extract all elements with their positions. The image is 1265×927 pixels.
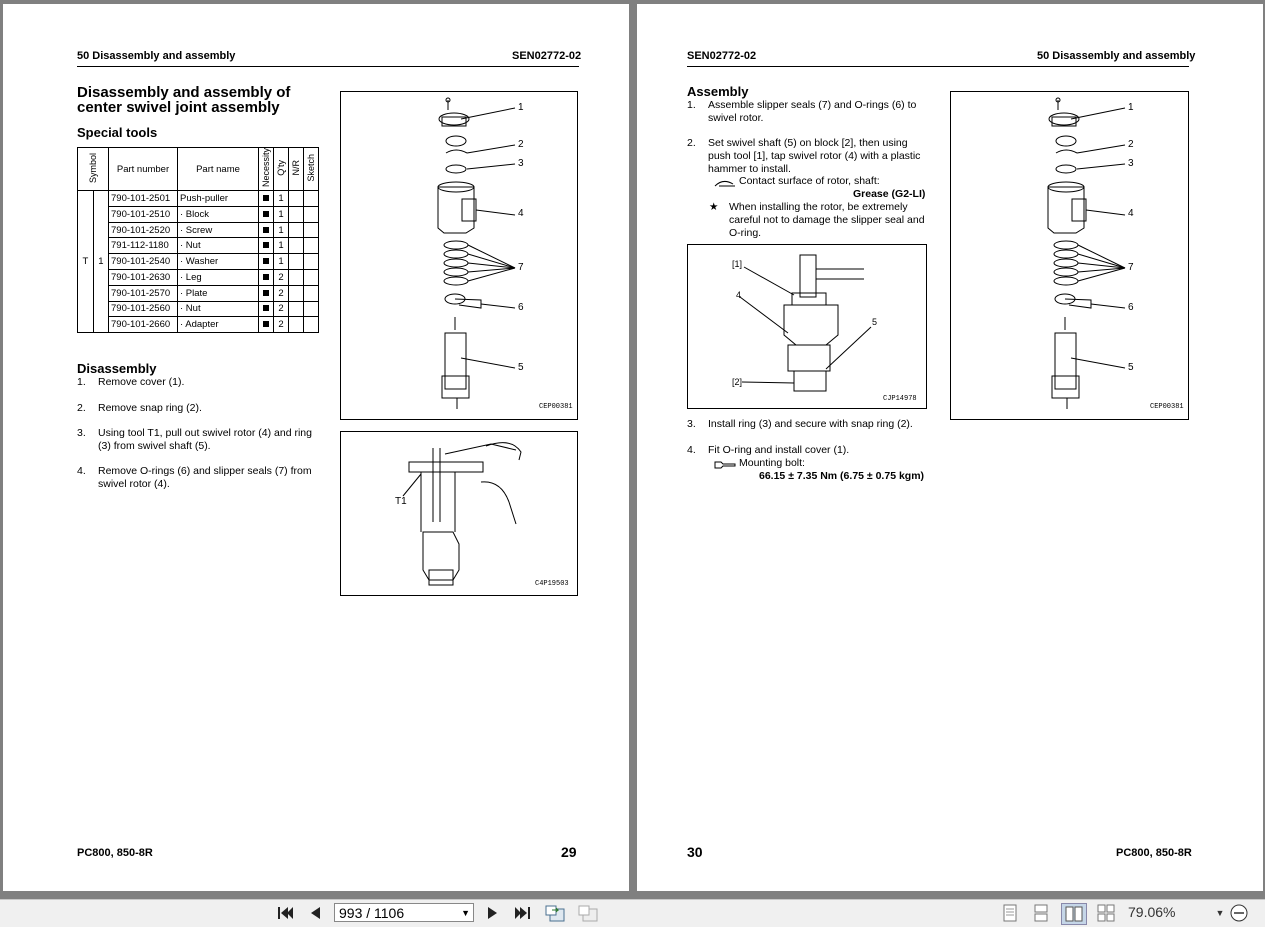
necessity-mark <box>259 285 274 301</box>
figure-code: CJP14978 <box>883 395 917 403</box>
figure-code: CEP00381 <box>1150 403 1184 411</box>
part-name-cell: · Block <box>178 206 259 222</box>
qty-cell: 1 <box>274 206 289 222</box>
sketch-cell <box>304 270 319 286</box>
special-tools-heading: Special tools <box>77 125 158 140</box>
part-name-cell: · Adapter <box>178 317 259 333</box>
part-name-cell: · Screw <box>178 222 259 238</box>
qty-cell: 1 <box>274 254 289 270</box>
exploded-view-drawing <box>951 92 1188 419</box>
part-number-cell: 791-112-1180 <box>109 238 178 254</box>
necessity-mark <box>259 270 274 286</box>
sketch-cell <box>304 238 319 254</box>
continuous-facing-view-icon[interactable] <box>1095 903 1117 923</box>
special-tools-body <box>78 191 319 333</box>
nr-cell <box>289 238 304 254</box>
callout-label: 3 <box>518 158 524 169</box>
callout-label: 1 <box>1128 102 1134 113</box>
callout-label: 7 <box>518 262 524 273</box>
necessity-mark <box>259 191 274 207</box>
nr-cell <box>289 285 304 301</box>
table-row <box>78 222 319 238</box>
figure-code: CEP00381 <box>539 403 573 411</box>
header-section-title: 50 Disassembly and assembly <box>1037 50 1196 62</box>
header-doc-code: SEN02772-02 <box>687 50 757 62</box>
qty-cell: 1 <box>274 191 289 207</box>
callout-label: 4 <box>1128 208 1134 219</box>
header-doc-code: SEN02772-02 <box>512 50 582 62</box>
exploded-view-figure <box>340 91 578 420</box>
part-number-cell: 790-101-2540 <box>109 254 178 270</box>
qty-cell: 2 <box>274 301 289 317</box>
callout-label: 7 <box>1128 262 1134 273</box>
callout-label: 5 <box>1128 362 1134 373</box>
assembly-heading: Assembly <box>687 84 749 99</box>
nr-cell <box>289 317 304 333</box>
header-rule <box>77 66 579 67</box>
necessity-mark <box>259 301 274 317</box>
callout-label: 6 <box>1128 302 1134 313</box>
chevron-down-icon[interactable]: ▼ <box>461 908 470 918</box>
last-page-icon[interactable] <box>512 903 534 923</box>
part-name-cell: Push-puller <box>178 191 259 207</box>
exploded-view-drawing <box>341 92 577 419</box>
section-title: Disassembly and assembly of center swivel joint assembly <box>77 84 291 116</box>
nr-cell <box>289 222 304 238</box>
qty-cell: 2 <box>274 270 289 286</box>
continuous-view-icon[interactable] <box>1031 903 1051 923</box>
callout-label: [2] <box>732 377 743 387</box>
zoom-level[interactable]: 79.06% <box>1128 904 1176 920</box>
callout-label: 5 <box>518 362 524 373</box>
callout-label: 5 <box>872 317 878 327</box>
zoom-dropdown-chevron-icon[interactable]: ▼ <box>1215 908 1225 918</box>
viewer-toolbar <box>0 899 1265 927</box>
wrench-icon <box>713 459 737 469</box>
caution-text: When installing the rotor, be extremely careful not to damage the slipper seal and O-ring. <box>729 201 925 239</box>
contact-surface-text: Contact surface of rotor, shaft: <box>739 175 880 187</box>
footer-model: PC800, 850-8R <box>1116 847 1192 859</box>
table-row <box>78 317 319 333</box>
qty-cell: 1 <box>274 238 289 254</box>
next-page-icon[interactable] <box>484 903 502 923</box>
puller-drawing <box>341 432 577 595</box>
special-tools-table: Symbol Part number Part name Necessity Q'ty N/R Sketch T 1 790-101-2501 Push-puller 1 790-101-2510 · Block 1 790-101-2520 · Screw 1 791-112-1180 · Nut 1 790-101-2540 · Washer 1 790-101-2630 · Leg 2 790-101-2570 · Plate 2 790-101-2560 · Nut 2 790-101-2660 · Adapter 2 <box>77 147 319 333</box>
torque-spec: 66.15 ± 7.35 Nm (6.75 ± 0.75 kgm) <box>759 470 925 482</box>
part-number-cell: 790-101-2570 <box>109 285 178 301</box>
installation-drawing <box>688 245 926 408</box>
puller-figure <box>340 431 578 596</box>
go-back-icon[interactable] <box>543 903 567 923</box>
left-page: 50 Disassembly and assembly SEN02772-02 Disassembly and assembly of center swivel joint assembly Special tools Symbol Part number Part name Necessity Q'ty N/R Sketch T 1 790-101-2501 Push-puller 1 790-101-2510 · Block 1 790-101-2520 · Screw 1 791-112-1180 · Nut 1 790-101-2540 · Washer 1 790-101-2630 · Leg 2 790-101-2570 · Plate 2 790-101-2560 · Nut 2 790-101-2660 · Adapter 2 Disassembly 1. Remove cover (1). 2. Remove snap ring (2). 3. Using tool T1, pull out swivel rotor (4) and ring (3) from swivel shaft (5). 4. Remove O-rings (6) and slipper seals (7) from swivel rotor (4). 1 2 3 4 7 6 5 CEP00381 T1 C4P19503 PC800, 850-8R 29 <box>3 4 629 891</box>
tool-symbol: T <box>78 191 94 333</box>
callout-label: 3 <box>1128 158 1134 169</box>
table-row <box>78 254 319 270</box>
necessity-mark <box>259 206 274 222</box>
nr-cell <box>289 254 304 270</box>
header-section-title: 50 Disassembly and assembly <box>77 50 236 62</box>
sketch-cell <box>304 285 319 301</box>
page-number: 29 <box>561 844 577 860</box>
page-number: 30 <box>687 844 703 860</box>
callout-label: 2 <box>518 139 524 150</box>
tool-group: 1 <box>93 191 108 333</box>
exploded-view-figure <box>950 91 1189 420</box>
table-row <box>78 285 319 301</box>
part-name-cell: · Plate <box>178 285 259 301</box>
sketch-cell <box>304 222 319 238</box>
sketch-cell <box>304 191 319 207</box>
part-number-cell: 790-101-2501 <box>109 191 178 207</box>
installation-figure <box>687 244 927 409</box>
table-row <box>78 238 319 254</box>
nr-cell <box>289 191 304 207</box>
sketch-cell <box>304 206 319 222</box>
sketch-cell <box>304 301 319 317</box>
callout-label: [1] <box>732 259 743 269</box>
part-name-cell: · Leg <box>178 270 259 286</box>
tool-label: T1 <box>395 496 407 507</box>
part-number-cell: 790-101-2660 <box>109 317 178 333</box>
nr-cell <box>289 270 304 286</box>
qty-cell: 1 <box>274 222 289 238</box>
part-number-cell: 790-101-2520 <box>109 222 178 238</box>
caution-star-icon: ★ <box>709 201 719 213</box>
page-number-input[interactable]: 993 / 1106 ▼ <box>334 903 474 922</box>
sketch-cell <box>304 254 319 270</box>
part-number-cell: 790-101-2510 <box>109 206 178 222</box>
first-page-icon[interactable] <box>274 903 296 923</box>
qty-cell: 2 <box>274 285 289 301</box>
nr-cell <box>289 301 304 317</box>
footer-model: PC800, 850-8R <box>77 847 153 859</box>
grease-spec: Grease (G2-LI) <box>853 188 926 200</box>
mounting-bolt-text: Mounting bolt: <box>739 457 805 469</box>
table-row <box>78 270 319 286</box>
callout-label: 2 <box>1128 139 1134 150</box>
previous-page-icon[interactable] <box>306 903 324 923</box>
nr-cell <box>289 206 304 222</box>
part-name-cell: · Nut <box>178 301 259 317</box>
necessity-mark <box>259 317 274 333</box>
table-row <box>78 191 319 207</box>
callout-label: 6 <box>518 302 524 313</box>
necessity-mark <box>259 222 274 238</box>
callout-label: 1 <box>518 102 524 113</box>
zoom-out-icon[interactable] <box>1228 903 1250 923</box>
part-number-cell: 790-101-2560 <box>109 301 178 317</box>
figure-code: C4P19503 <box>535 580 569 588</box>
go-forward-icon[interactable] <box>576 903 600 923</box>
grease-symbol-icon <box>713 178 737 188</box>
disassembly-heading: Disassembly <box>77 361 157 376</box>
facing-pages-view-icon[interactable] <box>1061 903 1087 925</box>
qty-cell: 2 <box>274 317 289 333</box>
sketch-cell <box>304 317 319 333</box>
part-number-cell: 790-101-2630 <box>109 270 178 286</box>
right-page: SEN02772-02 50 Disassembly and assembly Assembly 1. Assemble slipper seals (7) and O-rings (6) to swivel rotor. 2. Set swivel shaft (5) on block [2], then using push tool [1], tap swivel rotor (4) with a plastic hammer to install. Contact surface of rotor, shaft: Grease (G2-LI) ★ When installing the rotor, be extremely careful not to damage the slipper seal and O-ring. [1] 4 5 [2] CJP14978 3. Install ring (3) and secure with snap ring (2). 4. Fit O-ring and install cover (1). Mounting bolt: 66.15 ± 7.35 Nm (6.75 ± 0.75 kgm) 1 2 3 4 7 6 5 CEP00381 30 PC800, 850-8R <box>637 4 1263 891</box>
necessity-mark <box>259 238 274 254</box>
header-rule <box>687 66 1189 67</box>
callout-label: 4 <box>518 208 524 219</box>
callout-label: 4 <box>736 290 742 300</box>
part-name-cell: · Washer <box>178 254 259 270</box>
table-row <box>78 206 319 222</box>
single-page-view-icon[interactable] <box>1000 903 1020 923</box>
necessity-mark <box>259 254 274 270</box>
table-row <box>78 301 319 317</box>
part-name-cell: · Nut <box>178 238 259 254</box>
